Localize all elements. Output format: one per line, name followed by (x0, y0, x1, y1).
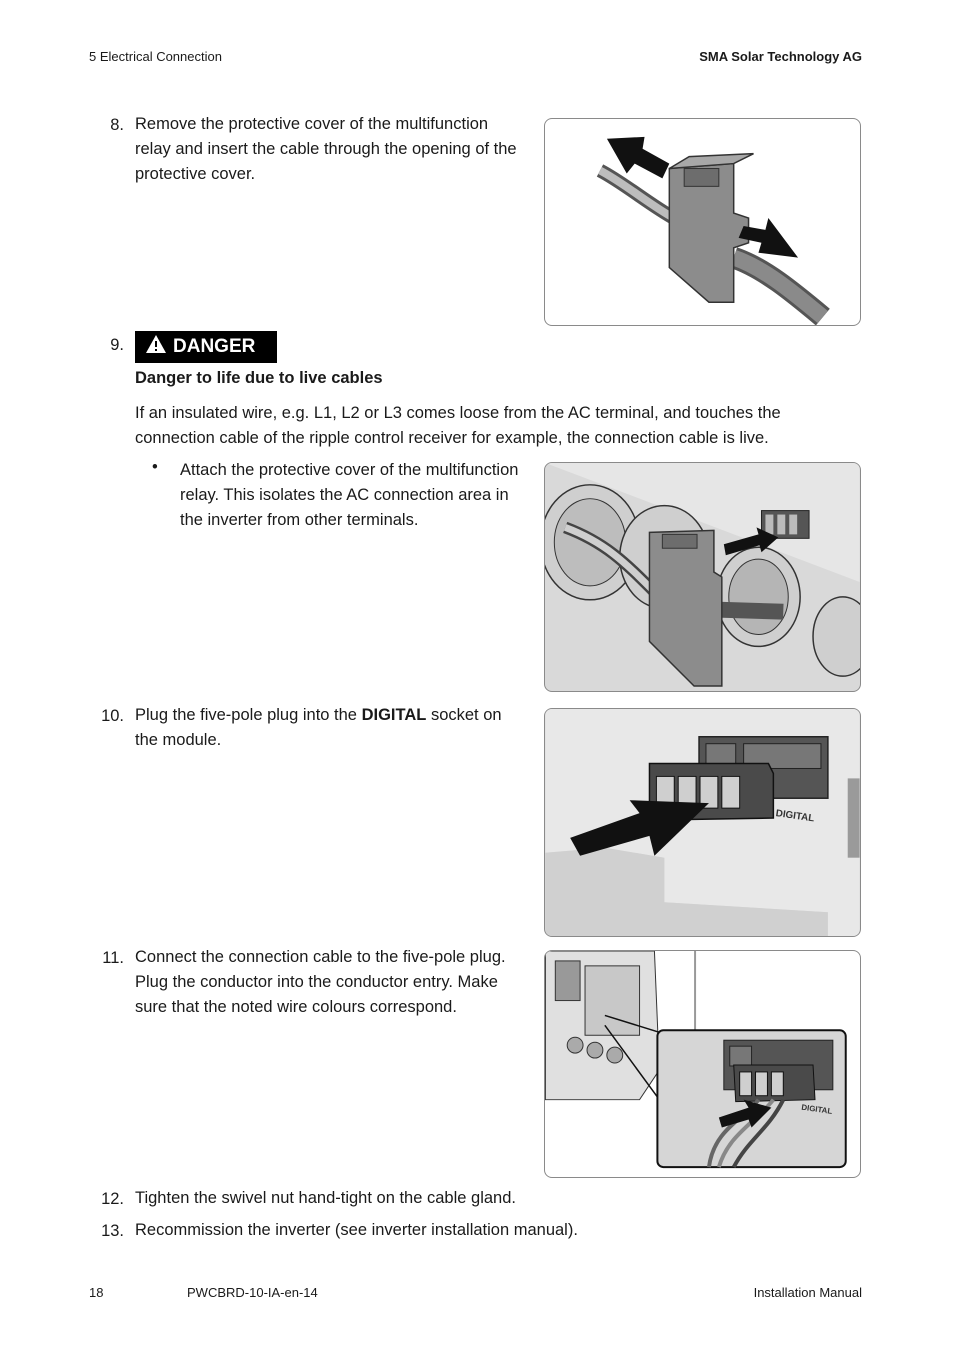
figure-inset-detail (657, 1030, 845, 1167)
step-13-text: Recommission the inverter (see inverter installation manual). (135, 1221, 578, 1239)
step-10-text-post: socket on the module. (135, 706, 502, 749)
footer-doc-type: Installation Manual (753, 1285, 862, 1300)
figure-protective-cover-removal (544, 118, 861, 326)
step-10-text-pre: Plug the five-pole plug into the (135, 706, 362, 724)
figure-digital-socket (544, 708, 861, 937)
step-13-number: 13. (101, 1222, 124, 1240)
footer-doc-id: PWCBRD-10-IA-en-14 (187, 1285, 318, 1300)
attach-cover-illustration (545, 463, 860, 691)
danger-label: DANGER (173, 336, 256, 357)
connect-cable-illustration (545, 951, 860, 1177)
step-10-text (135, 703, 527, 753)
protective-cover-illustration (545, 119, 860, 325)
step-11-text: Connect the connection cable to the five-pole plug. Plug the conductor into the conductor entry. Make sure that the noted wire colours correspond. (135, 948, 506, 1016)
figure-attach-cover (544, 462, 861, 692)
step-10-digital-keyword: DIGITAL (361, 706, 427, 724)
warning-triangle-icon (145, 334, 167, 360)
step-11-number: 11. (102, 949, 124, 967)
step-9-number: 9. (110, 336, 124, 354)
step-8-text: Remove the protective cover of the multifunction relay and insert the cable through the opening of the protective cover. (135, 115, 517, 183)
danger-body: If an insulated wire, e.g. L1, L2 or L3 comes loose from the AC terminal, and touches the connection cable of the ripple control receiver for example, the connection cable is live. (135, 404, 781, 447)
footer-page-number: 18 (89, 1285, 104, 1300)
danger-title: Danger to life due to live cables (135, 369, 383, 387)
danger-bullet-text: Attach the protective cover of the multifunction relay. This isolates the AC connection area in the inverter from other terminals. (180, 461, 519, 529)
step-8-number: 8. (110, 116, 124, 134)
bullet-marker: • (152, 458, 158, 476)
digital-socket-label: DIGITAL (774, 808, 815, 825)
step-12-text: Tighten the swivel nut hand-tight on the cable gland. (135, 1189, 516, 1207)
digital-socket-illustration (545, 709, 860, 936)
step-10-number: 10. (101, 707, 124, 725)
header-company: SMA Solar Technology AG (699, 49, 862, 64)
digital-socket-label-small: DIGITAL (800, 1102, 833, 1116)
danger-badge (135, 331, 277, 363)
header-section-title: 5 Electrical Connection (89, 49, 222, 64)
figure-connect-cable (544, 950, 861, 1178)
step-12-number: 12. (101, 1190, 124, 1208)
